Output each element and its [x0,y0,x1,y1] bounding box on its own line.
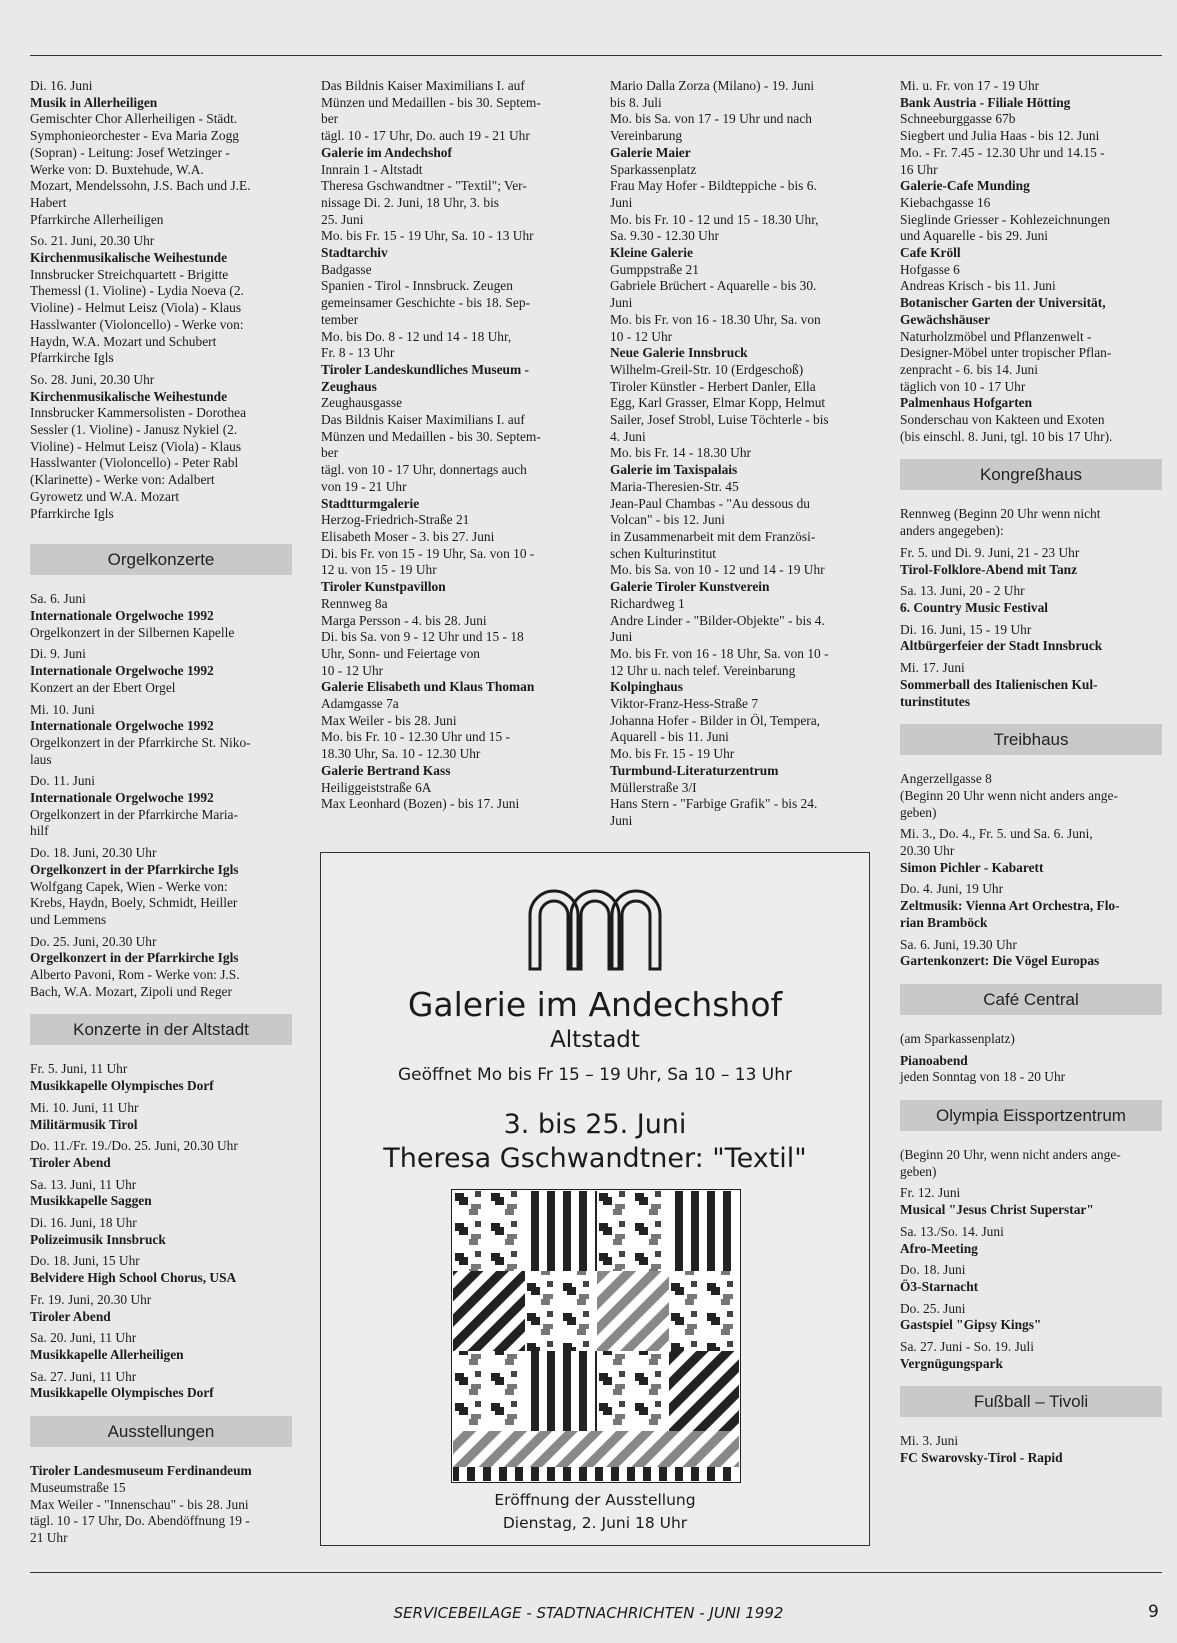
listing-line: Andre Linder - "Bilder-Objekte" - bis 4. [610,612,825,628]
listing-line: Haydn, W.A. Mozart und Schubert [30,333,217,349]
section-header-ausstellungen: Ausstellungen [30,1416,292,1447]
fussball-listings [900,1433,1162,1466]
listing-line: Mi. 10. Juni [30,701,95,717]
listing-line: Juni [610,194,633,210]
listing-line: Adamgasse 7a [321,696,399,712]
listing-title: Cafe Kröll [900,245,961,261]
listing-line: Di. 9. Juni [30,646,86,662]
listing-line: Sonderschau von Kakteen und Exoten [900,412,1105,428]
section-header-cafe-central: Café Central [900,984,1162,1015]
organ-concert-listings [30,591,292,1000]
listing-title: Galerie Elisabeth und Klaus Thoman [321,679,535,695]
listing-line: zenpracht - 6. bis 14. Juni [900,361,1038,377]
listing-line: Alberto Pavoni, Rom - Werke von: J.S. [30,967,240,983]
listing-title: Musikkapelle Olympisches Dorf [30,1078,214,1094]
listing-line: Do. 18. Juni, 20.30 Uhr [30,845,157,861]
column-4 [900,78,1162,1467]
section-header-treibhaus: Treibhaus [900,724,1162,755]
listing-line: Mo. bis Fr. von 16 - 18 Uhr, Sa. von 10 - [610,645,829,661]
listing-line: Innrain 1 - Altstadt [321,161,423,177]
listing-line: Do. 11. Juni [30,773,95,789]
listing-line: Fr. 12. Juni [900,1185,961,1201]
listing-line: Rennweg (Beginn 20 Uhr wenn nicht [900,506,1101,522]
listing-line: Heiliggeiststraße 6A [321,779,432,795]
listing-line: 20.30 Uhr [900,843,955,859]
listing-line: ber [321,445,339,461]
listing-title: Simon Pichler - Kabarett [900,859,1044,875]
listing-title: Botanischer Garten der Universität, [900,295,1106,311]
listing-line: Do. 25. Juni [900,1300,966,1316]
listing-line: Sailer, Josef Strobl, Luise Töchterle - bis [610,412,829,428]
listing-line: Uhr, Sonn- und Feiertage von [321,645,481,661]
listing-line: Juni [610,295,633,311]
exhibition-listings-d [900,78,1162,445]
listing-line: 10 - 12 Uhr [610,328,673,344]
listing-line: Konzert an der Ebert Orgel [30,679,176,695]
listing-line: Mo. bis Do. 8 - 12 und 14 - 18 Uhr, [321,328,512,344]
listing-line: Mi. 3. Juni [900,1433,959,1449]
listing-line: Das Bildnis Kaiser Maximilians I. auf [321,78,525,93]
listing-line: Marga Persson - 4. bis 28. Juni [321,612,487,628]
column-3 [610,78,872,830]
listing-title: rian Bramböck [900,914,988,930]
listing-line: 16 Uhr [900,161,938,177]
listing-line: Sa. 13. Juni, 20 - 2 Uhr [900,583,1025,599]
listing-title: Tiroler Landesmuseum Ferdinandeum [30,1463,252,1479]
listing-title: FC Swarovsky-Tirol - Rapid [900,1450,1063,1466]
listing-line: Fr. 5. Juni, 11 Uhr [30,1061,128,1077]
listing-title: Kleine Galerie [610,245,693,261]
listing-line: Fr. 8 - 13 Uhr [321,345,395,361]
listing-line: Wolfgang Capek, Wien - Werke von: [30,878,228,894]
listing-title: Gewächshäuser [900,311,991,327]
cafe-central-listings [900,1031,1162,1086]
ad-dates: 3. bis 25. Juni [503,1109,687,1140]
listing-line: Violine) - Helmut Leisz (Viola) - Klaus [30,438,242,454]
listing-line: Mozart, Mendelssohn, J.S. Bach und J.E. [30,178,251,194]
listing-line: Museumstraße 15 [30,1479,126,1495]
listing-line: Do. 4. Juni, 19 Uhr [900,881,1004,897]
listing-line: von 19 - 21 Uhr [321,478,407,494]
listing-line: Fr. 19. Juni, 20.30 Uhr [30,1291,152,1307]
listing-line: Di. bis Sa. von 9 - 12 Uhr und 15 - 18 [321,629,524,645]
listing-line: 4. Juni [610,428,646,444]
listing-title: Internationale Orgelwoche 1992 [30,718,214,734]
section-header-fussball: Fußball – Tivoli [900,1386,1162,1417]
gallery-advertisement [320,852,870,1546]
listing-title: Kirchenmusikalische Weihestunde [30,250,228,266]
column-2 [321,78,583,813]
listing-title: Galerie Maier [610,144,691,160]
listing-line: tägl. von 10 - 17 Uhr, donnertags auch [321,462,527,478]
listing-line: Orgelkonzert in der Pfarrkirche Maria- [30,806,238,822]
listing-line: Viktor-Franz-Hess-Straße 7 [610,696,759,712]
listing-line: 21 Uhr [30,1529,68,1545]
listing-line: Sa. 27. Juni, 11 Uhr [30,1368,137,1384]
listing-line: Juni [610,812,633,828]
kongresshaus-listings [900,506,1162,710]
page-number: 9 [1148,1602,1159,1622]
listing-line: Mo. bis Sa. von 10 - 12 und 14 - 19 Uhr [610,562,825,578]
listing-line: (bis einschl. 8. Juni, tgl. 10 bis 17 Uhr). [900,428,1113,444]
section-header-konzerte-altstadt: Konzerte in der Altstadt [30,1014,292,1045]
listing-line: Sa. 13./So. 14. Juni [900,1223,1004,1239]
listing-line: Elisabeth Moser - 3. bis 27. Juni [321,528,495,544]
listing-line: Naturholzmöbel und Pflanzenwelt - [900,328,1092,344]
listing-title: Orgelkonzert in der Pfarrkirche Igls [30,861,239,877]
listing-line: tember [321,311,359,327]
listing-line: Mo. bis Fr. 10 - 12 und 15 - 18.30 Uhr, [610,211,819,227]
listing-title: Internationale Orgelwoche 1992 [30,663,214,679]
listing-line: Sa. 27. Juni - So. 19. Juli [900,1339,1034,1355]
listing-title: Militärmusik Tirol [30,1116,138,1132]
listing-line: Siegbert und Julia Haas - bis 12. Juni [900,128,1100,144]
listing-line: Sieglinde Griesser - Kohlezeichnungen [900,211,1111,227]
listing-title: Galerie Tiroler Kunstverein [610,579,770,595]
listing-line: Fr. 5. und Di. 9. Juni, 21 - 23 Uhr [900,544,1080,560]
listing-line: und Aquarelle - bis 29. Juni [900,228,1049,244]
listing-line: Kiebachgasse 16 [900,194,991,210]
listing-line: hilf [30,823,49,839]
listing-line: Müllerstraße 3/I [610,779,697,795]
listing-title: Pianoabend [900,1052,968,1068]
listing-line: Mi. 10. Juni, 11 Uhr [30,1099,139,1115]
listing-line: Do. 25. Juni, 20.30 Uhr [30,933,157,949]
listing-line: Das Bildnis Kaiser Maximilians I. auf [321,412,525,428]
listing-line: Egg, Karl Grasser, Elmar Kopp, Helmut [610,395,826,411]
listing-line: Angerzellgasse 8 [900,771,992,787]
listing-line: geben) [900,1163,937,1179]
listing-line: Vereinbarung [610,128,683,144]
listing-line: Mi. 3., Do. 4., Fr. 5. und Sa. 6. Juni, [900,826,1093,842]
listing-line: 12 Uhr u. nach telef. Vereinbarung [610,662,796,678]
listing-title: Palmenhaus Hofgarten [900,395,1033,411]
listing-line: Sa. 6. Juni [30,591,86,607]
listing-line: Mo. bis Fr. 15 - 19 Uhr [610,746,735,762]
listing-line: (Beginn 20 Uhr wenn nicht anders ange- [900,787,1118,803]
listing-line: geben) [900,804,937,820]
listing-line: Gyrowetz und W.A. Mozart [30,488,180,504]
listing-title: 6. Country Music Festival [900,599,1049,615]
textile-artwork-image [451,1189,741,1483]
listing-line: Werke von: D. Buxtehude, W.A. [30,161,204,177]
listing-line: So. 28. Juni, 20.30 Uhr [30,371,155,387]
section-header-kongresshaus: Kongreßhaus [900,459,1162,490]
listing-line: Habert [30,194,67,210]
listing-title: Tirol-Folklore-Abend mit Tanz [900,561,1078,577]
listing-line: Pfarrkirche Igls [30,505,114,521]
listing-line: (am Sparkassenplatz) [900,1030,1015,1046]
listing-line: (Klarinette) - Werke von: Adalbert [30,472,215,488]
listing-line: 18.30 Uhr, Sa. 10 - 12.30 Uhr [321,746,481,762]
listing-line: Tiroler Künstler - Herbert Danler, Ella [610,378,816,394]
listing-line: Sa. 6. Juni, 19.30 Uhr [900,936,1017,952]
listing-line: (Sopran) - Leitung: Josef Wetzinger - [30,144,230,160]
listing-line: Hans Stern - "Farbige Grafik" - bis 24. [610,796,818,812]
exhibition-listings-b [321,78,583,813]
listing-line: Zeughausgasse [321,395,403,411]
listing-line: Andreas Krisch - bis 11. Juni [900,278,1056,294]
listing-line: Richardweg 1 [610,595,685,611]
listing-line: Münzen und Medaillen - bis 30. Septem- [321,428,541,444]
listing-line: Do. 11./Fr. 19./Do. 25. Juni, 20.30 Uhr [30,1138,238,1154]
listing-line: Maria-Theresien-Str. 45 [610,478,739,494]
listing-line: Mo. - Fr. 7.45 - 12.30 Uhr und 14.15 - [900,144,1105,160]
page-footer: SERVICEBEILAGE - STADTNACHRICHTEN - JUNI 1992 [393,1604,784,1622]
listing-line: Mi. 17. Juni [900,660,965,676]
column-1 [30,78,292,1547]
listing-line: Gabriele Brüchert - Aquarelle - bis 30. [610,278,817,294]
listing-line: Pfarrkirche Igls [30,350,114,366]
listing-line: Krebs, Haydn, Boely, Schmidt, Heiller [30,895,238,911]
listing-line: 10 - 12 Uhr [321,662,384,678]
treibhaus-listings [900,771,1162,970]
listing-title: Musik in Allerheiligen [30,94,158,110]
altstadt-concert-listings [30,1061,292,1402]
listing-line: Di. bis Fr. von 15 - 19 Uhr, Sa. von 10 - [321,545,535,561]
listing-line: Herzog-Friedrich-Straße 21 [321,512,470,528]
listing-title: Kirchenmusikalische Weihestunde [30,388,228,404]
listing-line: schen Kulturinstitut [610,545,717,561]
ad-title: Galerie im Andechshof [407,985,783,1024]
listing-line: Do. 18. Juni [900,1262,966,1278]
listing-line: Jean-Paul Chambas - "Au dessous du [610,495,810,511]
listing-line: Gumppstraße 21 [610,261,699,277]
olympia-listings [900,1147,1162,1372]
listing-line: Mo. bis Fr. von 16 - 18.30 Uhr, Sa. von [610,311,821,327]
listing-line: Violine) - Helmut Leisz (Viola) - Klaus [30,300,242,316]
listing-line: bis 8. Juli [610,94,662,110]
ad-opening-label: Eröffnung der Ausstellung [494,1491,696,1509]
listing-title: Tiroler Landeskundliches Museum - [321,361,529,377]
listing-line: und Lemmens [30,911,107,927]
listing-line: Pfarrkirche Allerheiligen [30,211,164,227]
listing-line: Mo. bis Sa. von 17 - 19 Uhr und nach [610,111,812,127]
listing-title: Vergnügungspark [900,1355,1003,1371]
ad-subtitle: Altstadt [550,1027,640,1053]
listing-title: Orgelkonzert in der Pfarrkirche Igls [30,950,239,966]
listing-title: Ö3-Starnacht [900,1278,979,1294]
bottom-rule [30,1572,1162,1573]
listing-line: jeden Sonntag von 18 - 20 Uhr [900,1069,1066,1085]
listing-line: (Beginn 20 Uhr, wenn nicht anders ange- [900,1147,1121,1163]
listing-title: Galerie im Andechshof [321,144,452,160]
listing-line: Max Weiler - bis 28. Juni [321,712,457,728]
ad-opening-hours: Geöffnet Mo bis Fr 15 – 19 Uhr, Sa 10 – 13 Uhr [397,1065,792,1085]
top-rule [30,55,1162,56]
listing-title: Musical "Jesus Christ Superstar" [900,1202,1094,1218]
listing-line: täglich von 10 - 17 Uhr [900,378,1026,394]
listing-line: nissage Di. 2. Juni, 18 Uhr, 3. bis [321,194,500,210]
listing-title: Tiroler Abend [30,1154,111,1170]
concert-listings-a [30,78,292,522]
listing-title: Neue Galerie Innsbruck [610,345,748,361]
listing-title: Internationale Orgelwoche 1992 [30,790,214,806]
section-header-orgelkonzerte: Orgelkonzerte [30,544,292,575]
listing-line: Designer-Möbel unter tropischer Pflan- [900,345,1112,361]
listing-title: Sommerball des Italienischen Kul- [900,676,1098,692]
listing-line: Hasslwanter (Violoncello) - Werke von: [30,316,244,332]
listing-line: So. 21. Juni, 20.30 Uhr [30,233,155,249]
listing-line: Spanien - Tirol - Innsbruck. Zeugen [321,278,513,294]
exhibition-listings-a [30,1463,292,1547]
listing-title: Gastspiel "Gipsy Kings" [900,1317,1042,1333]
listing-title: Musikkapelle Olympisches Dorf [30,1385,214,1401]
listing-line: Di. 16. Juni, 18 Uhr [30,1215,137,1231]
listing-line: Rennweg 8a [321,595,388,611]
listing-line: Mario Dalla Zorza (Milano) - 19. Juni [610,78,815,93]
listing-title: Belvidere High School Chorus, USA [30,1270,237,1286]
listing-line: Johanna Hofer - Bilder in Öl, Tempera, [610,712,821,728]
listing-line: 12 u. von 15 - 19 Uhr [321,562,437,578]
listing-title: Musikkapelle Saggen [30,1193,152,1209]
listing-line: Di. 16. Juni [30,78,93,93]
listing-line: Münzen und Medaillen - bis 30. Septem- [321,94,541,110]
listing-line: Theresa Gschwandtner - "Textil"; Ver- [321,178,527,194]
listing-line: Bach, W.A. Mozart, Zipoli und Reger [30,983,232,999]
listing-line: Mo. bis Fr. 15 - 19 Uhr, Sa. 10 - 13 Uhr [321,228,534,244]
listing-line: 25. Juni [321,211,364,227]
listing-line: tägl. 10 - 17 Uhr, Do. Abendöffnung 19 - [30,1513,250,1529]
listing-title: Galerie im Taxispalais [610,462,738,478]
listing-title: Kolpinghaus [610,679,683,695]
listing-line: Max Weiler - "Innenschau" - bis 28. Juni [30,1496,249,1512]
listing-line: gemeinsamer Geschichte - bis 18. Sep- [321,295,530,311]
listing-title: Galerie Bertrand Kass [321,762,451,778]
listing-line: Hasslwanter (Violoncello) - Peter Rabl [30,455,239,471]
ad-artist: Theresa Gschwandtner: "Textil" [383,1143,807,1174]
exhibition-listings-c [610,78,872,830]
listing-line: ber [321,111,339,127]
listing-line: Aquarell - bis 11. Juni [610,729,729,745]
listing-title: Turmbund-Literaturzentrum [610,762,779,778]
listing-line: Mi. u. Fr. von 17 - 19 Uhr [900,78,1040,93]
listing-line: Wilhelm-Greil-Str. 10 (Erdgeschoß) [610,361,804,377]
listing-line: anders angegeben): [900,523,1004,539]
andechshof-arches-logo [526,875,664,971]
listing-title: Afro-Meeting [900,1240,978,1256]
listing-line: Sa. 13. Juni, 11 Uhr [30,1176,137,1192]
listing-line: Schneeburggasse 67b [900,111,1016,127]
listing-line: laus [30,751,52,767]
listing-line: Hofgasse 6 [900,261,960,277]
listing-line: Sessler (1. Violine) - Janusz Nykiel (2. [30,422,238,438]
ad-opening-date: Dienstag, 2. Juni 18 Uhr [502,1514,688,1532]
listing-line: Frau May Hofer - Bildteppiche - bis 6. [610,178,817,194]
listing-title: Stadtarchiv [321,245,388,261]
listing-line: Symphonieorchester - Eva Maria Zogg [30,128,239,144]
listing-line: Max Leonhard (Bozen) - bis 17. Juni [321,796,520,812]
listing-line: Innsbrucker Kammersolisten - Dorothea [30,405,247,421]
listing-line: Mo. bis Fr. 14 - 18.30 Uhr [610,445,751,461]
listing-title: Zeltmusik: Vienna Art Orchestra, Flo- [900,898,1120,914]
listing-title: Bank Austria - Filiale Hötting [900,94,1071,110]
listing-line: Sa. 20. Juni, 11 Uhr [30,1330,137,1346]
listing-title: Zeughaus [321,378,377,394]
listing-title: Tiroler Abend [30,1308,111,1324]
listing-line: Orgelkonzert in der Pfarrkirche St. Niko- [30,734,251,750]
listing-title: Altbürgerfeier der Stadt Innsbruck [900,638,1103,654]
listing-line: Orgelkonzert in der Silbernen Kapelle [30,624,235,640]
listing-line: tägl. 10 - 17 Uhr, Do. auch 19 - 21 Uhr [321,128,530,144]
listing-line: Mo. bis Fr. 10 - 12.30 Uhr und 15 - [321,729,510,745]
listing-title: Gartenkonzert: Die Vögel Europas [900,953,1100,969]
listing-line: Do. 18. Juni, 15 Uhr [30,1253,140,1269]
section-header-olympia: Olympia Eissportzentrum [900,1100,1162,1131]
listing-title: Tiroler Kunstpavillon [321,579,446,595]
listing-line: Themessl (1. Violine) - Lydia Noeva (2. [30,283,244,299]
listing-line: Sa. 9.30 - 12.30 Uhr [610,228,719,244]
listing-title: Internationale Orgelwoche 1992 [30,607,214,623]
listing-line: Di. 16. Juni, 15 - 19 Uhr [900,621,1032,637]
listing-title: Musikkapelle Allerheiligen [30,1347,184,1362]
listing-line: Volcan" - bis 12. Juni [610,512,725,528]
listing-line: Badgasse [321,261,372,277]
listing-title: Galerie-Cafe Munding [900,178,1030,194]
listing-line: Gemischter Chor Allerheiligen - Städt. [30,111,238,127]
listing-title: Stadtturmgalerie [321,495,420,511]
listing-title: Polizeimusik Innsbruck [30,1231,166,1247]
listing-title: turinstitutes [900,693,970,709]
listing-line: in Zusammenarbeit mit dem Französi- [610,528,816,544]
listing-line: Juni [610,629,633,645]
listing-line: Sparkassenplatz [610,161,697,177]
listing-line: Innsbrucker Streichquartett - Brigitte [30,266,229,282]
